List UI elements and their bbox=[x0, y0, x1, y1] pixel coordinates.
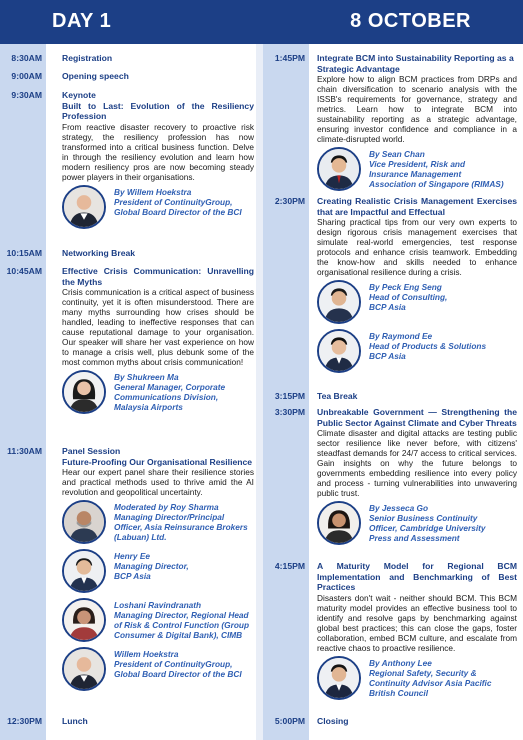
slot-time: 3:15PM bbox=[274, 391, 305, 401]
speaker-credit: By Peck Eng Seng Head of Consulting, BCP Asia bbox=[369, 282, 448, 312]
slot-time: 2:30PM bbox=[274, 196, 305, 206]
slot-title: Opening speech bbox=[62, 71, 129, 81]
slot-title: Panel Session bbox=[62, 446, 121, 456]
speaker-photo bbox=[62, 598, 106, 642]
slot-time: 5:00PM bbox=[274, 716, 305, 726]
slot-time: 10:45AM bbox=[6, 266, 42, 276]
speaker-photo bbox=[62, 549, 106, 593]
slot-time: 12:30PM bbox=[7, 716, 42, 726]
slot-title: Integrate BCM into Sustainability Reporting as a Strategic Advantage bbox=[317, 53, 514, 74]
slot-title: Tea Break bbox=[317, 391, 358, 401]
slot-title: Unbreakable Government — Strengthening the Public Sector Against Climate and Cyber Threats bbox=[317, 407, 517, 428]
speaker-photo bbox=[317, 656, 361, 700]
agenda-header bbox=[0, 0, 523, 44]
speaker bbox=[62, 500, 254, 546]
speaker bbox=[317, 329, 517, 375]
speaker-credit: Henry Ee Managing Director, BCP Asia bbox=[114, 551, 189, 581]
slot-title: Registration bbox=[62, 53, 113, 63]
slot-title: Networking Break bbox=[62, 248, 136, 258]
speaker-credit: By Jesseca Go Senior Business Continuity Officer, Cambridge University Press and Assessment bbox=[369, 503, 486, 543]
slot-time: 1:45PM bbox=[274, 53, 305, 63]
slot-time: 4:15PM bbox=[274, 561, 305, 571]
slot-title: Closing bbox=[317, 716, 349, 726]
day-label: DAY 1 bbox=[52, 10, 112, 32]
slot-title: Keynote bbox=[62, 90, 96, 100]
speaker bbox=[317, 501, 517, 547]
speaker-photo bbox=[317, 501, 361, 545]
left-time-column bbox=[0, 44, 46, 740]
slot-time: 9:30AM bbox=[11, 90, 42, 100]
speaker-photo bbox=[317, 329, 361, 373]
slot-time: 10:15AM bbox=[6, 248, 42, 258]
speaker bbox=[62, 549, 254, 595]
speaker-credit: Moderated by Roy Sharma Managing Director/Principal Officer, Asia Reinsurance Brokers (Labuan) Ltd. bbox=[114, 502, 248, 542]
slot-description: Explore how to align BCM practices from DRPs and chain diversification to scenario analysis with the ISSB's requirements for governance, strategy and metrics. Learn how to integrate BCM into sustainability reporting as a strategic advantage, ensuring investor confidence and compliance in a climate-disrupted world. bbox=[317, 74, 517, 144]
slot-subtitle: Built to Last: Evolution of the Resiliency Profession bbox=[62, 100, 254, 121]
speaker-photo bbox=[62, 647, 106, 691]
speaker-photo bbox=[317, 280, 361, 324]
date-label: 8 OCTOBER bbox=[350, 10, 471, 32]
speaker-photo bbox=[62, 185, 106, 229]
slot-title: Lunch bbox=[62, 716, 88, 726]
slot-time: 8:30AM bbox=[11, 53, 42, 63]
slot-description: Hear our expert panel share their resilience stories and practical methods used to thrive amid the AI revolution and geopolitical uncertainty. bbox=[62, 467, 254, 497]
speaker-credit: By Willem Hoekstra President of ContinuityGroup, Global Board Director of the BCI bbox=[114, 186, 242, 217]
slot-time: 3:30PM bbox=[274, 407, 305, 417]
slot-title: Creating Realistic Crisis Management Exercises that are Impactful and Effectual bbox=[317, 196, 517, 217]
speaker bbox=[62, 370, 254, 416]
speaker bbox=[62, 185, 254, 231]
speaker-credit: By Sean Chan Vice President, Risk and Insurance Management Association of Singapore (RIMAS) bbox=[369, 149, 504, 189]
speaker-credit: Loshani Ravindranath Managing Director, Regional Head of Risk & Control Function (Group Consumer & Digital Bank), CIMB bbox=[114, 600, 250, 640]
speaker bbox=[62, 598, 254, 644]
speaker-photo bbox=[317, 147, 361, 191]
column-divider bbox=[256, 44, 263, 740]
slot-description: From reactive disaster recovery to proactive risk strategy, the resiliency profession has now transformed into a critical business function. Delve in through the resiliency evolution and learn how modern resiliency pros are now becoming steady power players in their organisations. bbox=[62, 121, 254, 182]
slot-time: 9:00AM bbox=[11, 71, 42, 81]
speaker bbox=[317, 656, 517, 702]
slot-description: Disasters don't wait - neither should BCM. This BCM maturity model provides an effective business tool to identify and resolve gaps by benchmarking against global best practices; this can close the gaps, foster collaboration, embed BCM culture, and escalate from reactive chaos to proactive resilience. bbox=[317, 592, 517, 653]
slot-title: Effective Crisis Communication: Unravelling the Myths bbox=[62, 266, 254, 287]
speaker-credit: By Raymond Ee Head of Products & Solutions BCP Asia bbox=[369, 331, 487, 361]
speaker-credit: By Anthony Lee Regional Safety, Security & Continuity Advisor Asia Pacific British Council bbox=[369, 657, 492, 698]
slot-time: 11:30AM bbox=[7, 446, 42, 456]
speaker-credit: Willem Hoekstra President of ContinuityGroup, Global Board Director of the BCI bbox=[114, 649, 242, 679]
speaker bbox=[317, 280, 517, 326]
slot-description: Sharing practical tips from our very own experts to design rigorous crisis management exercises that simulate real-world emergencies, test response protocols and enhance crisis teamwork. Embedding the know-how and skills needed to enhance organisational resilience during a crisis. bbox=[317, 217, 517, 277]
slot-description: Climate disaster and digital attacks are testing public sector resilience like never before, with citizens' steadfast demands for 24/7 access to critical services. Gain insights on why the future belongs to governments embedding resilience into every policy and process - turning vulnerabilities into unwavering public trust. bbox=[317, 428, 517, 498]
speaker bbox=[62, 647, 254, 693]
speaker-photo bbox=[62, 500, 106, 544]
speaker-photo bbox=[62, 370, 106, 414]
slot-description: Crisis communication is a critical aspect of business continuity, yet it is often misunderstood. There are many myths surrounding how crises should be handled, leading to ineffective responses that can cause reputational damage to your organisation. Our speaker will share her vast experience on how to manage a crisis well, plus debunk some of the most common myths about crisis communication! bbox=[62, 287, 254, 367]
slot-subtitle: Future-Proofing Our Organisational Resilience bbox=[62, 456, 253, 467]
slot-title: A Maturity Model for Regional BCM Implementation and Benchmarking of Best Practices bbox=[317, 561, 517, 592]
speaker bbox=[317, 147, 517, 193]
speaker-credit: By Shukreen Ma General Manager, Corporate Communications Division, Malaysia Airports bbox=[114, 372, 226, 412]
